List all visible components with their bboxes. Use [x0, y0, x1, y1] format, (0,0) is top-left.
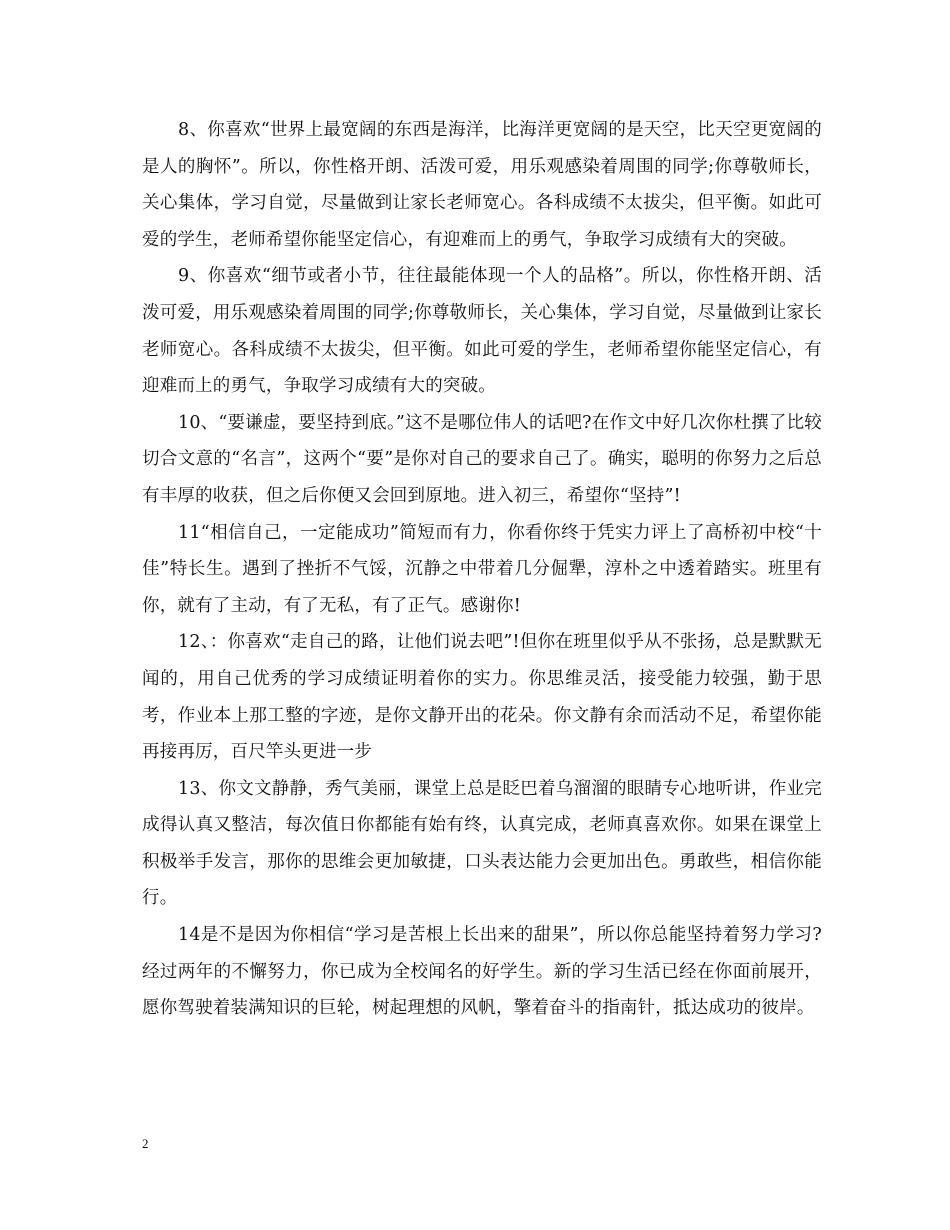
comment-paragraph-8: 8、你喜欢“世界上最宽阔的东西是海洋，比海洋更宽阔的是天空，比天空更宽阔的是人的胸怀”。所以，你性格开朗、活泼可爱，用乐观感染着周围的同学;你尊敬师长，关心集体，学习自觉，尽量做到让家长老师宽心。各科成绩不太拔尖，但平衡。如此可爱的学生，老师希望你能坚定信心，有迎难而上的勇气，争取学习成绩有大的突破。	[142, 120, 822, 250]
comment-paragraph-10: 10、“要谦虚，要坚持到底。”这不是哪位伟人的话吧?在作文中好几次你杜撰了比较切合文意的“名言”，这两个“要”是你对自己的要求自己了。确实，聪明的你努力之后总有丰厚的收获，但之后你便又会回到原地。进入初三，希望你“坚持”!	[142, 412, 822, 506]
comment-paragraph-13: 13、你文文静静，秀气美丽，课堂上总是眨巴着乌溜溜的眼睛专心地听讲，作业完成得认真又整洁，每次值日你都能有始有终，认真完成，老师真喜欢你。如果在课堂上积极举手发言，那你的思维会更加敏捷，口头表达能力会更加出色。勇敢些，相信你能行。	[142, 778, 822, 909]
comment-paragraph-9: 9、你喜欢“细节或者小节，往往最能体现一个人的品格”。所以，你性格开朗、活泼可爱，用乐观感染着周围的同学;你尊敬师长，关心集体，学习自觉，尽量做到让家长老师宽心。各科成绩不太拔尖，但平衡。如此可爱的学生，老师希望你能坚定信心，有迎难而上的勇气，争取学习成绩有大的突破。	[142, 266, 822, 397]
comment-paragraph-11: 11“相信自己，一定能成功”简短而有力，你看你终于凭实力评上了高桥初中校“十佳”特长生。遇到了挫折不气馁，沉静之中带着几分倔犟，淳朴之中透着踏实。班里有你，就有了主动，有了无私，有了正气。感谢你!	[142, 522, 822, 616]
comment-paragraph-14: 14是不是因为你相信“学习是苦根上长出来的甜果”，所以你总能坚持着努力学习?经过两年的不懈努力，你已成为全校闻名的好学生。新的学习生活已经在你面前展开，愿你驾驶着装满知识的巨轮，树起理想的风帆，擎着奋斗的指南针，抵达成功的彼岸。	[142, 925, 822, 1019]
page-number: 2	[142, 1136, 149, 1151]
comment-paragraph-12: 12、：你喜欢“走自己的路，让他们说去吧”!但你在班里似乎从不张扬，总是默默无闻的，用自己优秀的学习成绩证明着你的实力。你思维灵活，接受能力较强，勤于思考，作业本上那工整的字迹，是你文静开出的花朵。你文静有余而活动不足，希望你能再接再厉，百尺竿头更进一步	[142, 632, 822, 763]
page-body	[142, 112, 822, 1027]
